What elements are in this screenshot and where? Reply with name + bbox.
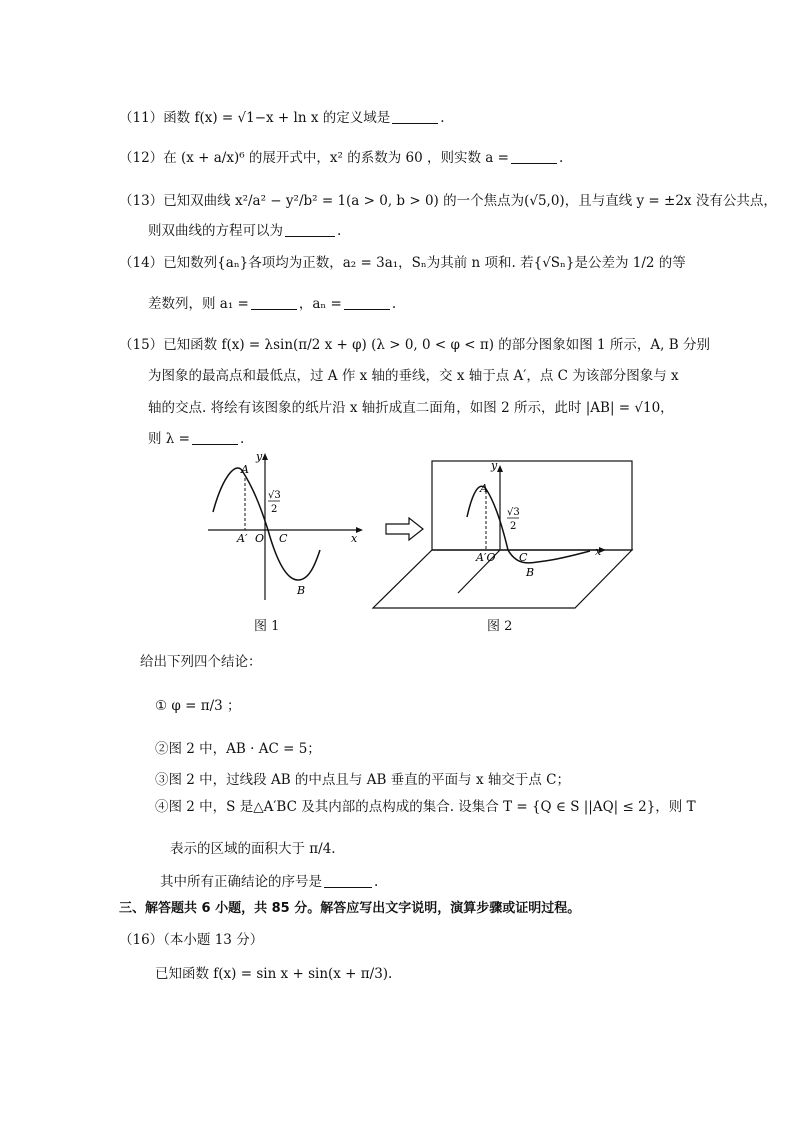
label-A: A bbox=[480, 482, 488, 495]
question-13-line2: 则双曲线的方程可以为 . bbox=[148, 223, 342, 239]
conclusions-ask: 其中所有正确结论的序号是 . bbox=[160, 874, 379, 890]
vertical-plane bbox=[432, 461, 632, 550]
question-16-head: （16）（本小题 13 分） bbox=[119, 932, 264, 948]
question-text: 则双曲线的方程可以为 bbox=[148, 223, 283, 239]
figure-1 bbox=[205, 450, 370, 610]
conclusion-4-line1: ④图 2 中，S 是△A′BC 及其内部的点构成的集合. 设集合 T = {Q ∈ S ||AQ| ≤ 2}，则 T bbox=[155, 799, 696, 815]
label-A-prime: A′ bbox=[237, 532, 248, 545]
question-14-line2: 差数列，则 a₁ = ，aₙ = . bbox=[148, 296, 397, 312]
figure-2 bbox=[370, 455, 640, 613]
conclusion-3: ③图 2 中，过线段 AB 的中点且与 AB 垂直的平面与 x 轴交于点 C； bbox=[155, 772, 570, 788]
label-C: C bbox=[279, 532, 288, 545]
ask-text: 其中所有正确结论的序号是 bbox=[160, 874, 322, 890]
question-text: 已知双曲线 x²/a² − y²/b² = 1(a > 0, b > 0) 的一个焦点为(√5,0)，且与直线 y = ±2x 没有公共点， bbox=[163, 193, 777, 209]
figure-1-caption: 图 1 bbox=[254, 619, 280, 634]
answer-blank bbox=[324, 886, 372, 888]
label-y: y bbox=[256, 450, 263, 463]
label-y: y bbox=[491, 459, 498, 472]
horizontal-plane bbox=[373, 550, 632, 608]
question-13-line1 bbox=[119, 195, 777, 209]
question-number: （11） bbox=[119, 110, 164, 126]
label-C: C bbox=[519, 551, 528, 564]
question-number: （14） bbox=[119, 255, 164, 271]
question-text: 已知数列{aₙ}各项均为正数，a₂ = 3a₁，Sₙ为其前 n 项和. 若{√Sₙ}是公差为 1/2 的等 bbox=[163, 255, 686, 271]
question-text: 差数列，则 a₁ = bbox=[148, 296, 249, 312]
question-14-line1 bbox=[119, 257, 686, 271]
label-B: B bbox=[297, 584, 306, 597]
label-B: B bbox=[526, 566, 535, 579]
question-text: 则 λ = bbox=[148, 431, 190, 447]
answer-blank bbox=[285, 235, 335, 237]
label-A-prime-O: A′O bbox=[476, 551, 496, 564]
question-number: （13） bbox=[119, 193, 164, 209]
y-axis-arrow bbox=[262, 453, 268, 460]
label-O: O bbox=[255, 532, 265, 545]
question-11: （11）函数 f(x) = √1−x + ln x 的定义域是 . bbox=[119, 110, 445, 126]
label-x: x bbox=[595, 545, 602, 558]
question-15-line3 bbox=[148, 402, 674, 416]
conclusion-4-line2: 表示的区域的面积大于 π/4. bbox=[170, 841, 336, 857]
fraction-denominator: 2 bbox=[271, 504, 278, 515]
question-text: 轴的交点. 将绘有该图象的纸片沿 x 轴折成直二面角，如图 2 所示，此时 |AB| = √10， bbox=[148, 400, 674, 416]
conclusion-2: ②图 2 中，AB · AC = 5； bbox=[155, 741, 321, 757]
answer-blank-a1 bbox=[251, 308, 297, 310]
y-axis-arrow bbox=[497, 465, 503, 472]
conclusions-intro: 给出下列四个结论： bbox=[140, 654, 262, 670]
fraction-denominator: 2 bbox=[510, 521, 517, 532]
fraction-numerator: √3 bbox=[268, 490, 281, 501]
question-16-body: 已知函数 f(x) = sin x + sin(x + π/3). bbox=[155, 966, 393, 982]
question-number: （12） bbox=[119, 150, 164, 166]
sine-curve-upper bbox=[467, 486, 508, 550]
question-15-line2 bbox=[148, 370, 679, 384]
answer-blank-an bbox=[344, 308, 390, 310]
answer-blank bbox=[511, 162, 557, 164]
question-12: （12）在 (x + a/x)⁶ 的展开式中，x² 的系数为 60 ，则实数 a = . bbox=[119, 150, 564, 166]
question-number: （15） bbox=[119, 337, 164, 353]
label-A: A bbox=[241, 463, 249, 476]
question-text: 为图象的最高点和最低点，过 A 作 x 轴的垂线，交 x 轴于点 A′，点 C 为该部分图象与 x bbox=[148, 368, 679, 384]
conclusion-1: ① φ = π/3 ； bbox=[155, 698, 241, 714]
label-x: x bbox=[351, 532, 358, 545]
question-text: 函数 f(x) = √1−x + ln x 的定义域是 bbox=[163, 110, 391, 126]
question-15-line4: 则 λ = . bbox=[148, 431, 245, 447]
fraction-numerator: √3 bbox=[507, 507, 520, 518]
answer-blank bbox=[392, 122, 438, 124]
sine-curve bbox=[213, 468, 320, 580]
section-3-title: 三、解答题共 6 小题，共 85 分。解答应写出文字说明，演算步骤或证明过程。 bbox=[119, 901, 581, 916]
figure-2-caption: 图 2 bbox=[487, 619, 513, 634]
answer-blank bbox=[192, 443, 238, 445]
question-15-line1 bbox=[119, 339, 710, 353]
question-text: 在 (x + a/x)⁶ 的展开式中，x² 的系数为 60 ，则实数 a = bbox=[163, 150, 509, 166]
question-text: 已知函数 f(x) = λsin(π/2 x + φ) (λ > 0, 0 < φ < π) 的部分图象如图 1 所示，A, B 分别 bbox=[163, 337, 710, 353]
